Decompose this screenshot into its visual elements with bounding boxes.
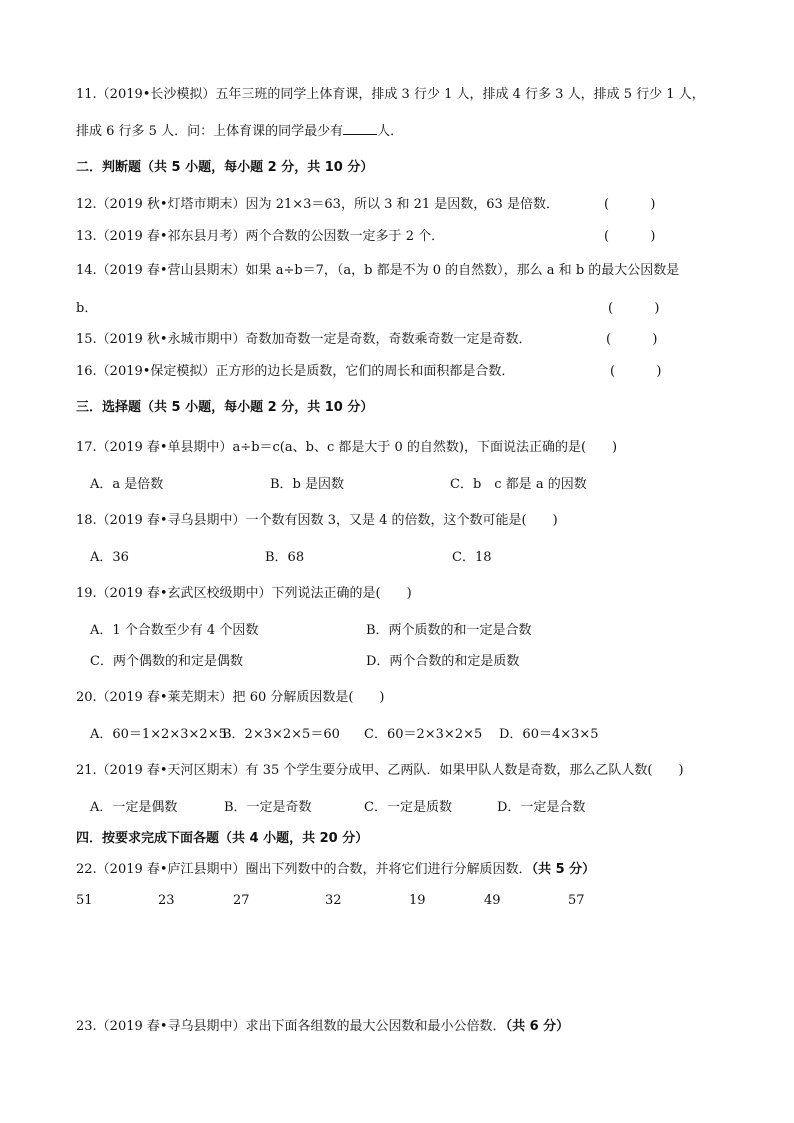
question-22-text: 22.（2019 春•庐江县期中）圈出下列数中的合数，并将它们进行分解质因数．	[76, 862, 532, 877]
question-22	[76, 862, 595, 878]
question-12-answer-paren[interactable]: ( )	[604, 197, 656, 212]
question-19-option-a[interactable]: A．1 个合数至少有 4 个因数	[90, 623, 259, 638]
number-19[interactable]: 19	[409, 893, 426, 908]
question-14-line2: b．	[76, 301, 98, 316]
question-11-text: 排成 6 行多 5 人．问：上体育课的同学最少有	[76, 124, 344, 139]
question-16-answer-paren[interactable]: ( )	[610, 364, 662, 379]
question-21-option-c[interactable]: C．一定是质数	[364, 800, 452, 815]
question-15: 15.（2019 秋•永城市期中）奇数加奇数一定是奇数，奇数乘奇数一定是奇数．	[76, 332, 532, 347]
question-18-option-c[interactable]: C．18	[452, 550, 492, 565]
question-20-option-b[interactable]: B．2×3×2×5＝60	[222, 727, 340, 742]
question-14: 14.（2019 春•营山县期末）如果 a÷b＝7，（a，b 都是不为 0 的自然数），那么 a 和 b 的最大公因数是	[76, 263, 680, 278]
number-57[interactable]: 57	[568, 893, 585, 908]
question-21: 21.（2019 春•天河区期末）有 35 个学生要分成甲、乙两队．如果甲队人数是奇数，那么乙队人数( )	[76, 763, 684, 778]
number-49[interactable]: 49	[484, 893, 501, 908]
question-20-option-c[interactable]: C．60＝2×3×2×5	[364, 727, 483, 742]
question-19-option-b[interactable]: B．两个质数的和一定是合数	[366, 623, 532, 638]
question-12: 12.（2019 秋•灯塔市期末）因为 21×3＝63，所以 3 和 21 是因数，63 是倍数．	[76, 197, 559, 212]
question-19: 19.（2019 春•玄武区校级期中）下列说法正确的是( )	[76, 586, 412, 601]
question-19-option-c[interactable]: C．两个偶数的和定是偶数	[90, 654, 243, 669]
question-11-line2	[76, 123, 403, 140]
number-51[interactable]: 51	[76, 893, 93, 908]
question-18-option-b[interactable]: B．68	[265, 550, 305, 565]
question-23	[76, 1019, 569, 1035]
question-21-option-a[interactable]: A．一定是偶数	[90, 800, 178, 815]
question-17-option-b[interactable]: B．b 是因数	[270, 477, 345, 492]
number-23[interactable]: 23	[158, 893, 175, 908]
number-27[interactable]: 27	[233, 893, 250, 908]
question-17-option-c[interactable]: C．b c 都是 a 的因数	[450, 477, 587, 492]
question-16: 16.（2019•保定模拟）正方形的边长是质数，它们的周长和面积都是合数．	[76, 364, 515, 379]
question-20-option-d[interactable]: D．60＝4×3×5	[499, 727, 599, 742]
question-11-line1: 11.（2019•长沙模拟）五年三班的同学上体育课，排成 3 行少 1 人，排成 4 行多 3 人，排成 5 行少 1 人，	[76, 87, 705, 102]
question-17-option-a[interactable]: A．a 是倍数	[90, 477, 164, 492]
section-3-title: 三．选择题（共 5 小题，每小题 2 分，共 10 分）	[76, 400, 374, 415]
question-19-option-d[interactable]: D．两个合数的和定是质数	[366, 654, 520, 669]
question-18: 18.（2019 春•寻乌县期中）一个数有因数 3，又是 4 的倍数，这个数可能是( )	[76, 513, 558, 528]
question-11-suffix: 人．	[377, 124, 404, 139]
question-17: 17.（2019 春•单县期中）a÷b＝c(a、b、c 都是大于 0 的自然数)，下面说法正确的是( )	[76, 440, 618, 455]
question-21-option-d[interactable]: D．一定是合数	[497, 800, 586, 815]
question-20-option-a[interactable]: A．60＝1×2×3×2×5	[90, 727, 227, 742]
question-13-answer-paren[interactable]: ( )	[604, 229, 656, 244]
question-21-option-b[interactable]: B．一定是奇数	[224, 800, 312, 815]
number-32[interactable]: 32	[325, 893, 342, 908]
question-13: 13.（2019 春•祁东县月考）两个合数的公因数一定多于 2 个．	[76, 229, 445, 244]
question-15-answer-paren[interactable]: ( )	[606, 332, 658, 347]
question-23-score: （共 6 分）	[505, 1019, 570, 1034]
section-2-title: 二．判断题（共 5 小题，每小题 2 分，共 10 分）	[76, 160, 374, 175]
question-18-option-a[interactable]: A．36	[90, 550, 129, 565]
answer-blank[interactable]	[343, 123, 377, 135]
question-20: 20.（2019 春•莱芜期末）把 60 分解质因数是( )	[76, 690, 385, 705]
question-22-score: （共 5 分）	[531, 862, 596, 877]
section-4-title: 四．按要求完成下面各题（共 4 小题，共 20 分）	[76, 831, 369, 846]
question-23-text: 23.（2019 春•寻乌县期中）求出下面各组数的最大公因数和最小公倍数．	[76, 1019, 506, 1034]
question-14-answer-paren[interactable]: ( )	[608, 301, 660, 316]
